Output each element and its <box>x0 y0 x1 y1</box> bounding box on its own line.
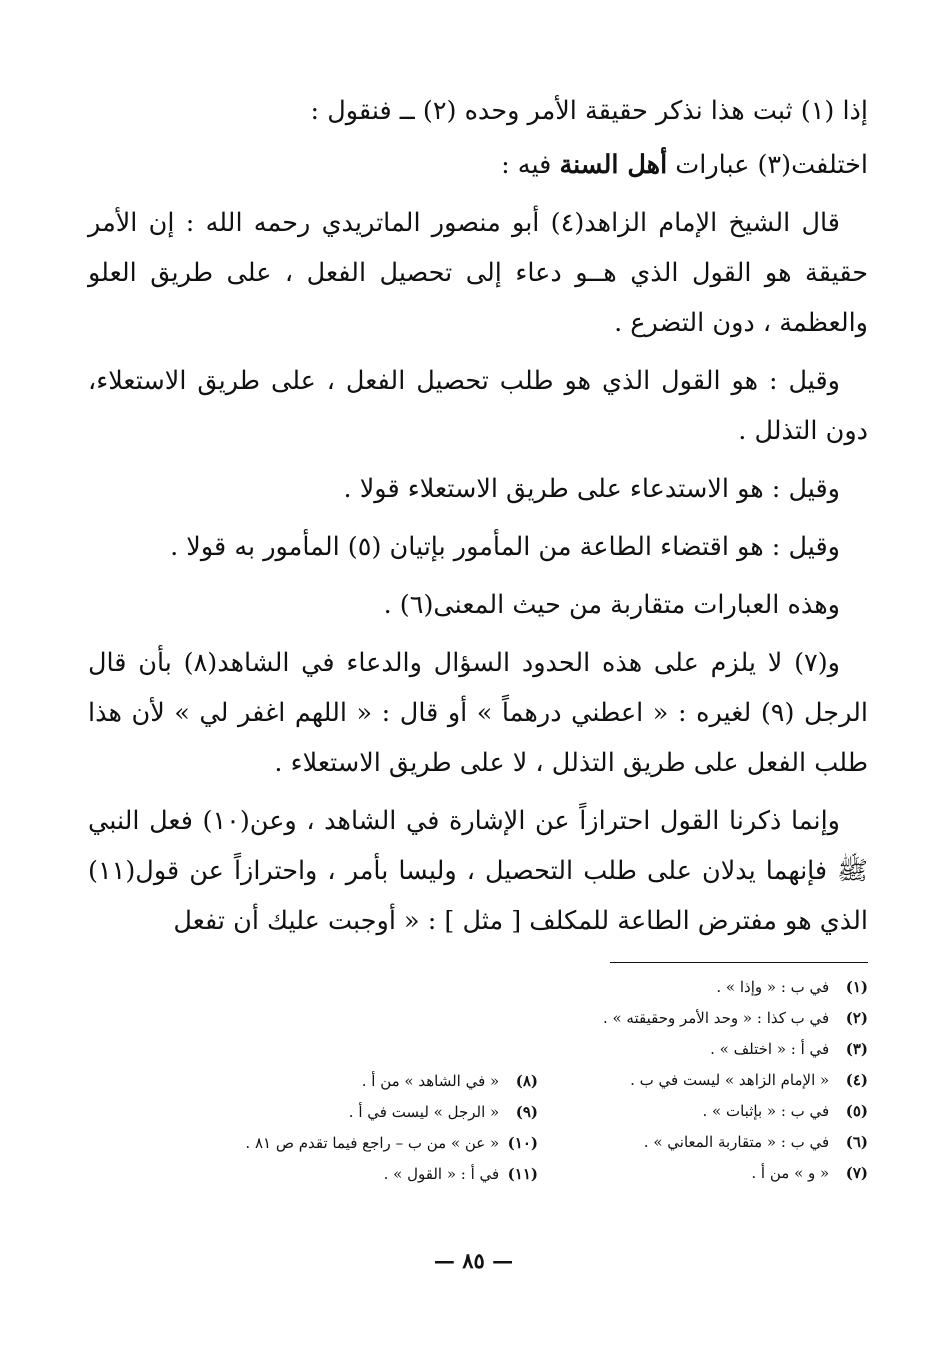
footnotes <box>88 972 868 1190</box>
paragraph-7: وهذه العبارات متقاربة من حيث المعنى(٦) . <box>383 590 840 620</box>
footnotes-left-column <box>88 972 538 1190</box>
footnote-number: (١١) <box>507 1165 538 1183</box>
paragraph-8: و(٧) لا يلزم على هذه الحدود السؤال والدعاء في الشاهد(٨) بأن قال الرجل (٩) لغيره : « اعطني درهماً » أو قال : « اللهم اغفر لي » لأن هذا طلب الفعل على طريق التذلل ، لا على طريق الاستعلاء . <box>88 648 868 778</box>
footnote-number: (٣) <box>845 1040 868 1058</box>
footnote-item <box>538 1065 868 1096</box>
footnote-item <box>538 1127 868 1158</box>
footnote-item <box>88 1159 538 1190</box>
footnote-text: في ب : « متقاربة المعاني » . <box>643 1133 830 1151</box>
footnote-item <box>538 1034 868 1065</box>
footnote-number: (٤) <box>845 1071 868 1089</box>
footnote-text: في ب : « بإثبات » . <box>702 1102 830 1120</box>
paragraph-5: وقيل : هو الاستدعاء على طريق الاستعلاء قولا . <box>343 474 840 504</box>
paragraph-2-prefix: اختلفت(٣) عبارات <box>667 150 868 180</box>
footnote-item <box>88 1128 538 1159</box>
footnote-number: (٨) <box>515 1072 538 1090</box>
footnote-number: (٩) <box>515 1103 538 1121</box>
footnote-item <box>538 1003 868 1034</box>
paragraph-2-suffix: فيه : <box>501 150 560 180</box>
paragraph-2-bold: أهل السنة <box>559 150 668 180</box>
footnote-number: (٧) <box>845 1164 868 1182</box>
footnote-item <box>88 1066 538 1097</box>
paragraph-4: وقيل : هو القول الذي هو طلب تحصيل الفعل ، على طريق الاستعلاء، دون التذلل . <box>88 366 868 446</box>
footnote-number: (٥) <box>845 1102 868 1120</box>
footnote-item <box>538 1096 868 1127</box>
footnotes-right-column <box>538 972 868 1190</box>
footnote-number: (٦) <box>845 1133 868 1151</box>
paragraph-2 <box>88 140 868 190</box>
footnote-text: « و » من أ . <box>751 1164 830 1182</box>
footnote-item <box>88 1097 538 1128</box>
footnote-item <box>538 1158 868 1189</box>
footnote-text: في أ : « القول » . <box>383 1165 500 1183</box>
footnote-text: « عن » من ب – راجع فيما تقدم ص ٨١ . <box>245 1134 500 1152</box>
page-number: — ٨٥ — <box>433 1248 514 1273</box>
footnote-text: في ب كذا : « وحد الأمر وحقيقته » . <box>602 1009 830 1027</box>
footnote-number: (١) <box>845 978 868 996</box>
paragraph-9: وإنما ذكرنا القول احترازاً عن الإشارة في الشاهد ، وعن(١٠) فعل النبي ﷺ فإنهما يدلان على طلب التحصيل ، وليسا بأمر ، واحترازاً عن قول(١١) الذي هو مفترض الطاعة للمكلف [ مثل ] : « أوجبت عليك أن تفعل <box>88 806 868 936</box>
footnote-number: (١٠) <box>507 1134 538 1152</box>
footnote-item <box>538 972 868 1003</box>
footnote-divider <box>610 962 868 963</box>
paragraph-1: إذا (١) ثبت هذا نذكر حقيقة الأمر وحده (٢) ــ فنقول : <box>310 96 868 126</box>
footnote-number: (٢) <box>845 1009 868 1027</box>
footnote-text: « في الشاهد » من أ . <box>361 1072 500 1090</box>
main-text <box>88 86 868 954</box>
paragraph-6: وقيل : هو اقتضاء الطاعة من المأمور بإتيان (٥) المأمور به قولا . <box>170 532 840 562</box>
footnote-text: « الإمام الزاهد » ليست في ب . <box>630 1071 830 1089</box>
paragraph-3: قال الشيخ الإمام الزاهد(٤) أبو منصور الماتريدي رحمه الله : إن الأمر حقيقة هو القول الذي هــو دعاء إلى تحصيل الفعل ، على طريق العلو والعظمة ، دون التضرع . <box>88 208 868 338</box>
footnote-text: في ب : « وإذا » . <box>716 978 830 996</box>
footnote-text: في أ : « اختلف » . <box>710 1040 830 1058</box>
footnote-text: « الرجل » ليست في أ . <box>348 1103 500 1121</box>
